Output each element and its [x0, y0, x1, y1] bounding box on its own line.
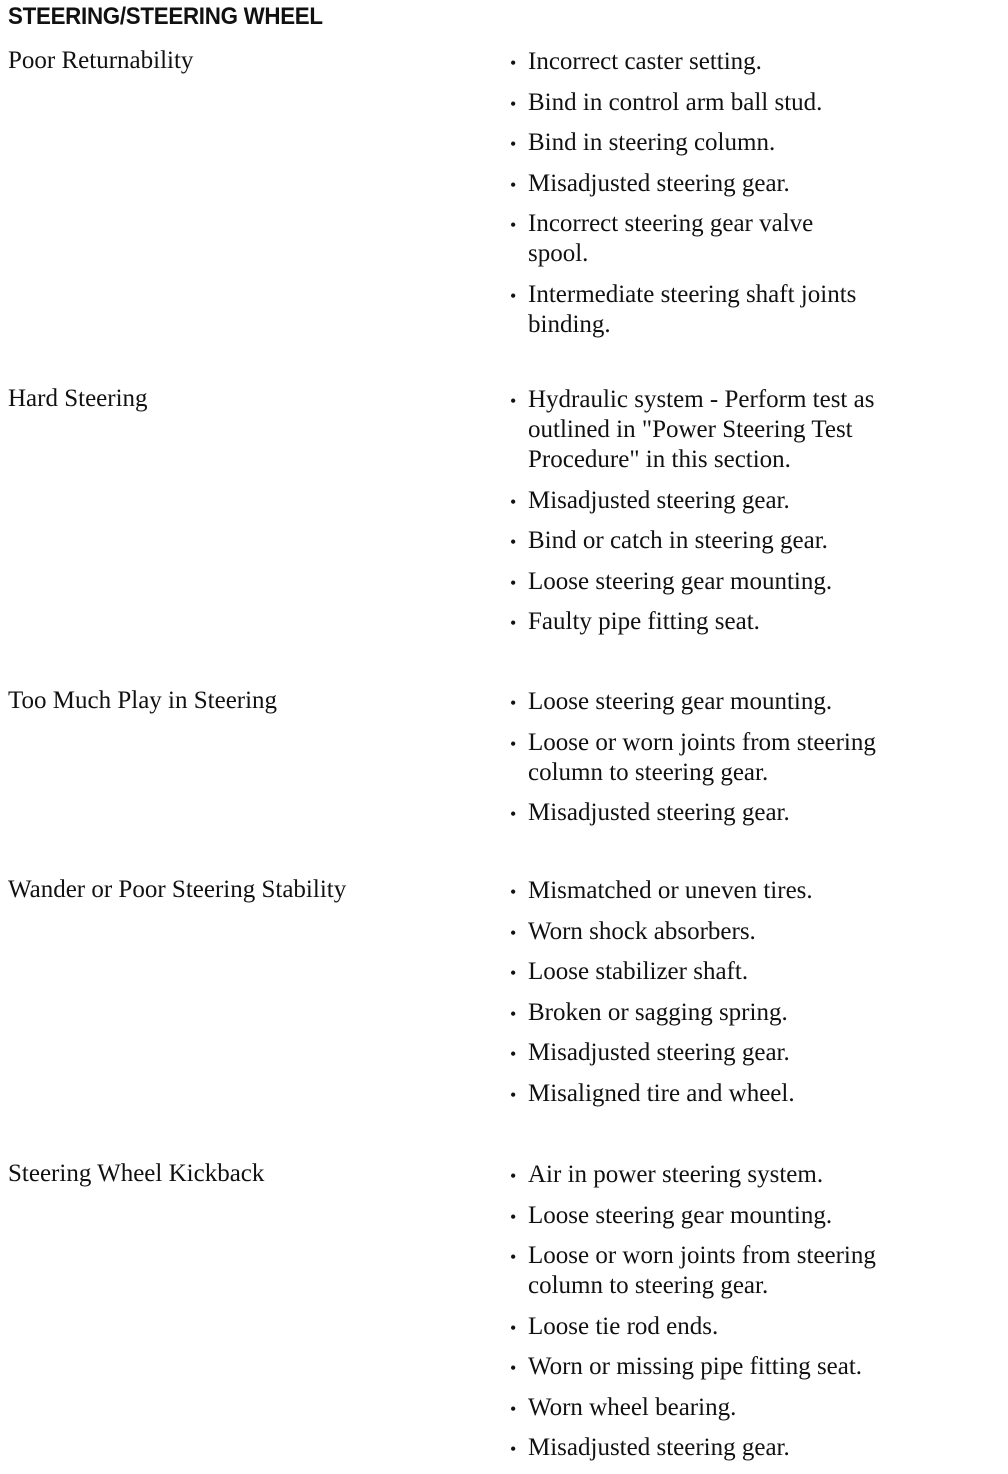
bullet-icon: •	[510, 1247, 517, 1267]
cause-item	[510, 998, 980, 1028]
bullet-icon: •	[510, 1084, 517, 1105]
bullet-icon: •	[510, 174, 517, 195]
cause-item	[510, 687, 980, 717]
bullet-icon: •	[510, 1206, 517, 1227]
cause-text: Misadjusted steering gear.	[528, 1434, 790, 1461]
cause-item	[510, 957, 980, 987]
cause-text: Bind in steering column.	[528, 129, 776, 156]
bullet-icon: •	[510, 922, 517, 943]
cause-item	[510, 486, 980, 516]
cause-item	[510, 1160, 980, 1190]
bullet-icon: •	[510, 613, 517, 633]
bullet-icon: •	[510, 572, 517, 593]
bullet-icon: •	[510, 1398, 517, 1419]
cause-item	[510, 1393, 980, 1423]
cause-item	[510, 1352, 980, 1382]
bullet-icon: •	[510, 963, 517, 983]
bullet-icon: •	[510, 215, 517, 235]
cause-item	[510, 567, 980, 597]
cause-item	[510, 1079, 980, 1109]
cause-list	[510, 47, 980, 350]
cause-item	[510, 728, 913, 788]
cause-text: Incorrect caster setting.	[528, 48, 762, 75]
bullet-icon: •	[510, 532, 517, 552]
cause-item	[510, 385, 903, 475]
cause-text: Broken or sagging spring.	[528, 998, 788, 1026]
bullet-icon: •	[510, 93, 517, 114]
cause-item	[510, 1241, 913, 1301]
cause-text: Misadjusted steering gear.	[528, 169, 790, 197]
cause-text: Bind or catch in steering gear.	[528, 527, 828, 554]
cause-text: Hydraulic system - Perform test as outlined in "Power Steering Test Procedure" in this section.	[528, 386, 875, 473]
cause-list	[510, 385, 980, 648]
condition-label: Poor Returnability	[8, 47, 194, 74]
cause-item	[510, 526, 980, 556]
cause-item	[510, 1038, 980, 1068]
cause-item	[510, 607, 980, 637]
cause-text: Worn shock absorbers.	[528, 917, 756, 945]
cause-item	[510, 798, 980, 828]
cause-text: Misaligned tire and wheel.	[528, 1079, 795, 1107]
bullet-icon: •	[510, 1317, 517, 1338]
cause-list	[510, 876, 980, 1119]
bullet-icon: •	[510, 1044, 517, 1064]
bullet-icon: •	[510, 491, 517, 512]
cause-text: Loose or worn joints from steering column to steering gear.	[528, 728, 876, 786]
page-title: STEERING/STEERING WHEEL	[8, 3, 323, 30]
bullet-icon: •	[510, 693, 517, 713]
cause-item	[510, 128, 980, 158]
cause-text: Loose tie rod ends.	[528, 1312, 719, 1340]
condition-label: Hard Steering	[8, 385, 148, 412]
cause-text: Loose or worn joints from steering column to steering gear.	[528, 1242, 876, 1299]
cause-item	[510, 1201, 980, 1231]
cause-item	[510, 917, 980, 947]
cause-text: Loose steering gear mounting.	[528, 688, 833, 715]
cause-item	[510, 88, 980, 118]
cause-item	[510, 1312, 980, 1342]
bullet-icon: •	[510, 1166, 517, 1186]
cause-text: Misadjusted steering gear.	[528, 486, 790, 514]
cause-item	[510, 280, 908, 340]
cause-text: Air in power steering system.	[528, 1161, 824, 1188]
cause-text: Loose stabilizer shaft.	[528, 958, 749, 985]
cause-text: Intermediate steering shaft joints binding.	[528, 280, 857, 338]
cause-list	[510, 1160, 980, 1474]
bullet-icon: •	[510, 391, 517, 411]
cause-item	[510, 209, 858, 269]
bullet-icon: •	[510, 1439, 517, 1459]
cause-text: Worn wheel bearing.	[528, 1393, 737, 1421]
cause-text: Bind in control arm ball stud.	[528, 88, 823, 116]
bullet-icon: •	[510, 733, 517, 754]
cause-text: Mismatched or uneven tires.	[528, 877, 813, 904]
bullet-icon: •	[510, 134, 517, 154]
cause-item	[510, 876, 980, 906]
cause-list	[510, 687, 980, 839]
bullet-icon: •	[510, 1003, 517, 1024]
bullet-icon: •	[510, 53, 517, 73]
bullet-icon: •	[510, 882, 517, 902]
cause-item	[510, 1433, 980, 1463]
cause-text: Loose steering gear mounting.	[528, 1201, 833, 1229]
condition-label: Too Much Play in Steering	[8, 687, 278, 714]
condition-label: Steering Wheel Kickback	[8, 1160, 265, 1187]
bullet-icon: •	[510, 1358, 517, 1378]
bullet-icon: •	[510, 804, 517, 824]
bullet-icon: •	[510, 285, 517, 306]
cause-text: Misadjusted steering gear.	[528, 799, 790, 826]
condition-label: Wander or Poor Steering Stability	[8, 876, 347, 903]
cause-text: Loose steering gear mounting.	[528, 567, 833, 595]
cause-text: Worn or missing pipe fitting seat.	[528, 1353, 863, 1380]
cause-text: Misadjusted steering gear.	[528, 1039, 790, 1066]
cause-text: Incorrect steering gear valve spool.	[528, 210, 814, 267]
cause-text: Faulty pipe fitting seat.	[528, 608, 760, 635]
cause-item	[510, 169, 980, 199]
cause-item	[510, 47, 980, 77]
